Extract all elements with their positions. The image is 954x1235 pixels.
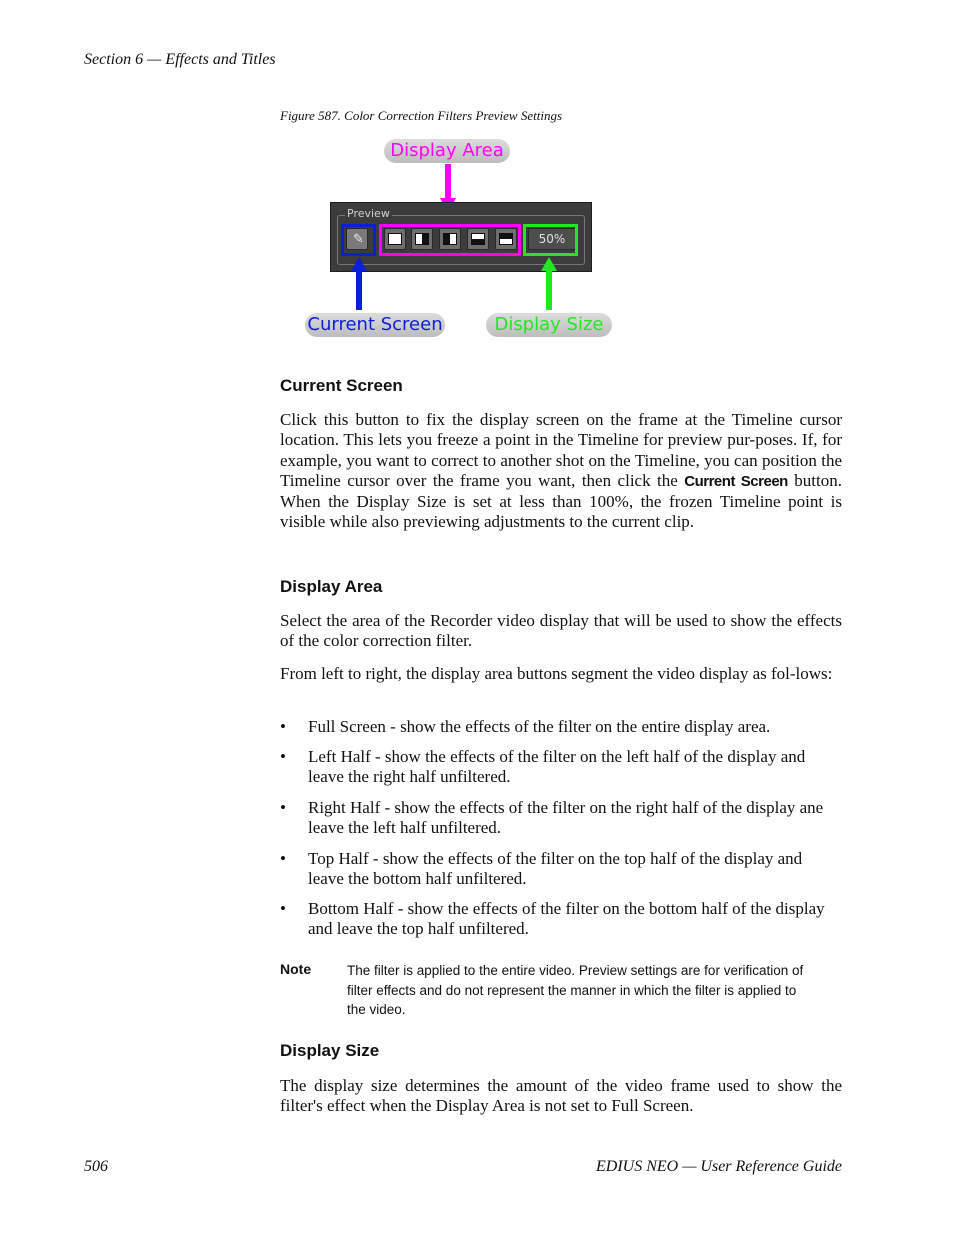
display-area-arrow [445, 164, 451, 200]
list-item [280, 798, 842, 839]
display-size-callout: Display Size [486, 313, 612, 337]
running-header: Section 6 — Effects and Titles [84, 51, 276, 68]
list-item [280, 747, 842, 788]
display-area-paragraph-1: Select the area of the Recorder video display that will be used to show the effects of the color correction filter. [280, 611, 842, 651]
display-size-arrowhead [541, 257, 557, 271]
preview-settings-figure [300, 136, 630, 346]
pin-icon: ✎ [353, 232, 364, 247]
list-item-text: Top Half - show the effects of the filter on the top half of the display and leave the bottom half unfiltered. [308, 849, 803, 889]
figure-caption: Figure 587. Color Correction Filters Preview Settings [280, 108, 563, 123]
list-item [280, 899, 842, 940]
list-item-text: Full Screen - show the effects of the filter on the entire display area. [308, 717, 771, 736]
display-area-callout: Display Area [384, 139, 510, 163]
current-screen-highlight [341, 224, 376, 256]
note-text: The filter is applied to the entire video. Preview settings are for verification of filter effects and do not represent the manner in which the filter is applied to the video. [347, 963, 804, 1017]
list-item-text: Right Half - show the effects of the filter on the right half of the display ane leave the left half unfiltered. [308, 798, 824, 838]
current-screen-arrowhead [351, 257, 367, 271]
current-screen-paragraph [280, 410, 842, 533]
bullet-marker: • [280, 717, 286, 736]
bullet-marker: • [280, 798, 286, 817]
bullet-marker: • [280, 747, 286, 766]
list-item [280, 717, 842, 737]
running-footer: EDIUS NEO — User Reference Guide [595, 1158, 842, 1175]
current-screen-text-1: Click this button to fix the display screen on the frame at the Timeline cursor location. This lets you freeze a point in the Timeline for preview pur-poses. If, for example, you want to correct to another shot on the Timeline, you can position the Timeline cursor over the frame you want, then click the [280, 410, 842, 490]
bullet-marker: • [280, 849, 286, 868]
bullet-marker: • [280, 899, 286, 918]
current-screen-callout: Current Screen [305, 313, 445, 337]
page-number: 506 [84, 1158, 108, 1175]
preview-panel-label: Preview [347, 207, 390, 220]
list-item [280, 849, 842, 890]
list-item-text: Left Half - show the effects of the filter on the left half of the display and leave the right half unfiltered. [308, 747, 806, 787]
heading-display-size: Display Size [280, 1041, 380, 1060]
display-size-arrow [546, 270, 552, 310]
current-screen-arrow [356, 270, 362, 310]
display-size-paragraph: The display size determines the amount of the video frame used to show the filter's effect when the Display Area is not set to Full Screen. [280, 1076, 842, 1116]
display-area-highlight [379, 224, 521, 256]
display-area-paragraph-2: From left to right, the display area buttons segment the video display as fol-lows: [280, 664, 833, 683]
display-size-field[interactable]: 50% [528, 228, 576, 250]
current-screen-inline-ref: Current Screen [684, 472, 788, 490]
heading-current-screen: Current Screen [280, 376, 403, 395]
heading-display-area: Display Area [280, 577, 383, 596]
list-item-text: Bottom Half - show the effects of the filter on the bottom half of the display and leave the top half unfiltered. [308, 899, 825, 939]
note-label: Note [280, 961, 312, 977]
display-size-highlight [523, 224, 578, 256]
current-screen-text-2: button. When the Display Size is set at less than 100%, the frozen Timeline point is visible while also previewing adjustments to the current clip. [280, 470, 842, 532]
